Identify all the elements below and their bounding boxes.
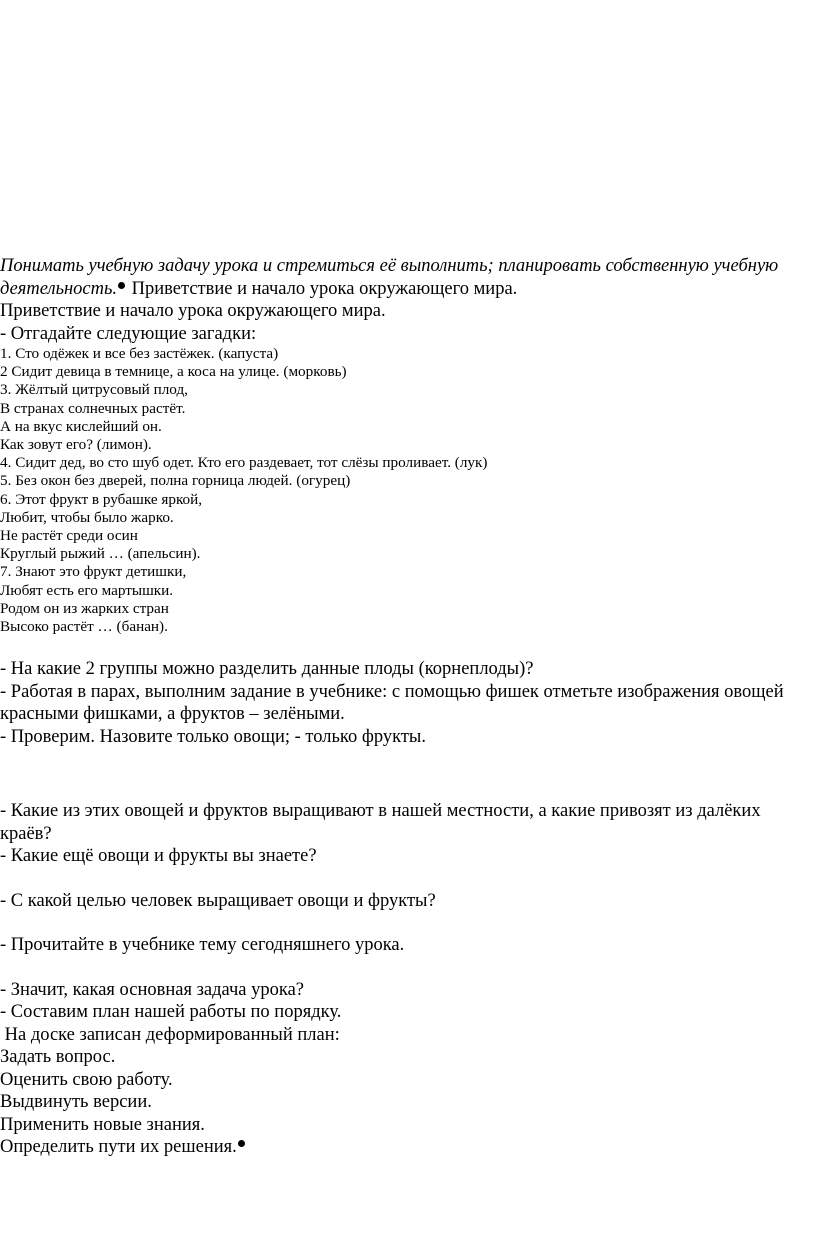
riddle-line: 7. Знают это фрукт детишки, xyxy=(0,563,187,581)
riddle-line: Не растёт среди осин xyxy=(0,527,138,545)
plan-item-text: Определить пути их решения. xyxy=(0,1137,237,1158)
question-line: - Проверим. Назовите только овощи; - только фрукты. xyxy=(0,726,426,747)
question-read-topic: - Прочитайте в учебнике тему сегодняшнего урока. xyxy=(0,935,405,956)
greeting-line: Приветствие и начало урока окружающего мира. xyxy=(0,301,386,321)
riddle-line: 3. Жёлтый цитрусовый плод, xyxy=(0,381,188,399)
question-line: краёв? xyxy=(0,823,52,844)
riddle-line: Как зовут его? (лимон). xyxy=(0,436,152,454)
lesson-goal-greeting: Приветствие и начало урока окружающего мира. xyxy=(127,278,518,299)
plan-item: Применить новые знания. xyxy=(0,1114,205,1135)
riddle-line: 5. Без окон без дверей, полна горница людей. (огурец) xyxy=(0,472,351,490)
lesson-goal-line1: Понимать учебную задачу урока и стремиться её выполнить; планировать собственную учебную xyxy=(0,256,779,276)
lesson-goal-italic-end: деятельность. xyxy=(0,278,118,299)
question-block-origin xyxy=(0,800,816,868)
question-line: На доске записан деформированный план: xyxy=(0,1024,340,1045)
question-line: - Составим план нашей работы по порядку. xyxy=(0,1002,342,1023)
question-line: - Какие из этих овощей и фруктов выращивают в нашей местности, а какие привозят из далёких xyxy=(0,801,761,822)
riddle-line: В странах солнечных растёт. xyxy=(0,399,186,417)
document-page xyxy=(0,255,816,1159)
riddle-line: 6. Этот фрукт в рубашке яркой, xyxy=(0,490,203,508)
question-line: - Значит, какая основная задача урока? xyxy=(0,979,305,1000)
question-line: - Какие ещё овощи и фрукты вы знаете? xyxy=(0,846,317,867)
riddle-line: Любит, чтобы было жарко. xyxy=(0,508,174,526)
question-block-groups xyxy=(0,658,816,748)
riddle-line: 2 Сидит девица в темнице, а коса на улице. (морковь) xyxy=(0,363,347,381)
riddle-line: Родом он из жарких стран xyxy=(0,599,169,617)
plan-item-last xyxy=(0,1136,816,1159)
plan-item: Оценить свою работу. xyxy=(0,1069,173,1090)
riddles-intro: - Отгадайте следующие загадки: xyxy=(0,323,257,344)
deformed-plan-list xyxy=(0,1046,816,1159)
riddle-line: 4. Сидит дед, во сто шуб одет. Кто его раздевает, тот слёзы проливает. (лук) xyxy=(0,454,488,472)
question-line: красными фишками, а фруктов – зелёными. xyxy=(0,704,345,725)
plan-item: Выдвинуть версии. xyxy=(0,1092,152,1113)
question-purpose: - С какой целью человек выращивает овощи и фрукты? xyxy=(0,890,436,911)
question-line: - Работая в парах, выполним задание в учебнике: с помощью фишек отметьте изображения овощей xyxy=(0,681,784,702)
riddle-line: Высоко растёт … (банан). xyxy=(0,618,168,636)
plan-item: Задать вопрос. xyxy=(0,1047,116,1068)
riddle-line: 1. Сто одёжек и все без застёжек. (капуста) xyxy=(0,345,279,362)
question-line: - На какие 2 группы можно разделить данные плоды (корнеплоды)? xyxy=(0,659,534,680)
riddle-line: Любят есть его мартышки. xyxy=(0,581,174,599)
riddle-line: Круглый рыжий … (апельсин). xyxy=(0,545,201,563)
riddles-list xyxy=(0,345,816,636)
lesson-goal-line2 xyxy=(0,278,816,301)
riddle-line: А на вкус кислейший он. xyxy=(0,417,162,435)
question-block-plan xyxy=(0,979,816,1047)
bullet-icon xyxy=(118,282,125,289)
bullet-icon xyxy=(238,1140,245,1147)
